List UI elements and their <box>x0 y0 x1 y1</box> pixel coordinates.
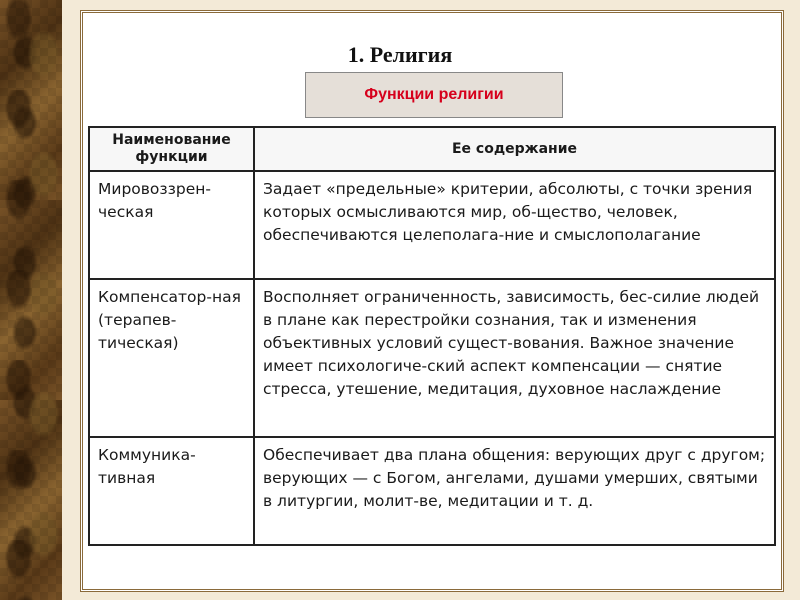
religion-functions-table <box>88 126 776 546</box>
function-content-cell: Восполняет ограниченность, зависимость, бес-силие людей в плане как перестройки сознания, так и изменения объективных условий сущест-вования. Важное значение имеет психологиче-ский аспект компенсации — снятие стресса, утешение, медитация, духовное наслаждение <box>254 279 775 437</box>
function-content-cell: Задает «предельные» критерии, абсолюты, с точки зрения которых осмысливаются мир, об-щество, человек, обеспечиваются целеполага-ние и смыслополагание <box>254 171 775 279</box>
table-row <box>89 171 775 279</box>
function-name-cell: Мировоззрен-ческая <box>89 171 254 279</box>
function-content-cell: Обеспечивает два плана общения: верующих друг с другом; верующих — с Богом, ангелами, душами умерших, святыми в литургии, молит-ве, медитации и т. д. <box>254 437 775 545</box>
header-function-content: Ее содержание <box>254 127 775 171</box>
header-function-name: Наименование функции <box>89 127 254 171</box>
function-name-cell: Коммуника-тивная <box>89 437 254 545</box>
slide-title: 1. Религия <box>347 42 453 67</box>
table-header-row <box>89 127 775 171</box>
table-row <box>89 279 775 437</box>
subtitle-text: Функции религии <box>364 86 504 103</box>
table-row <box>89 437 775 545</box>
function-name-cell: Компенсатор-ная (терапев-тическая) <box>89 279 254 437</box>
subtitle-box <box>305 72 563 118</box>
decorative-pattern <box>0 0 62 600</box>
